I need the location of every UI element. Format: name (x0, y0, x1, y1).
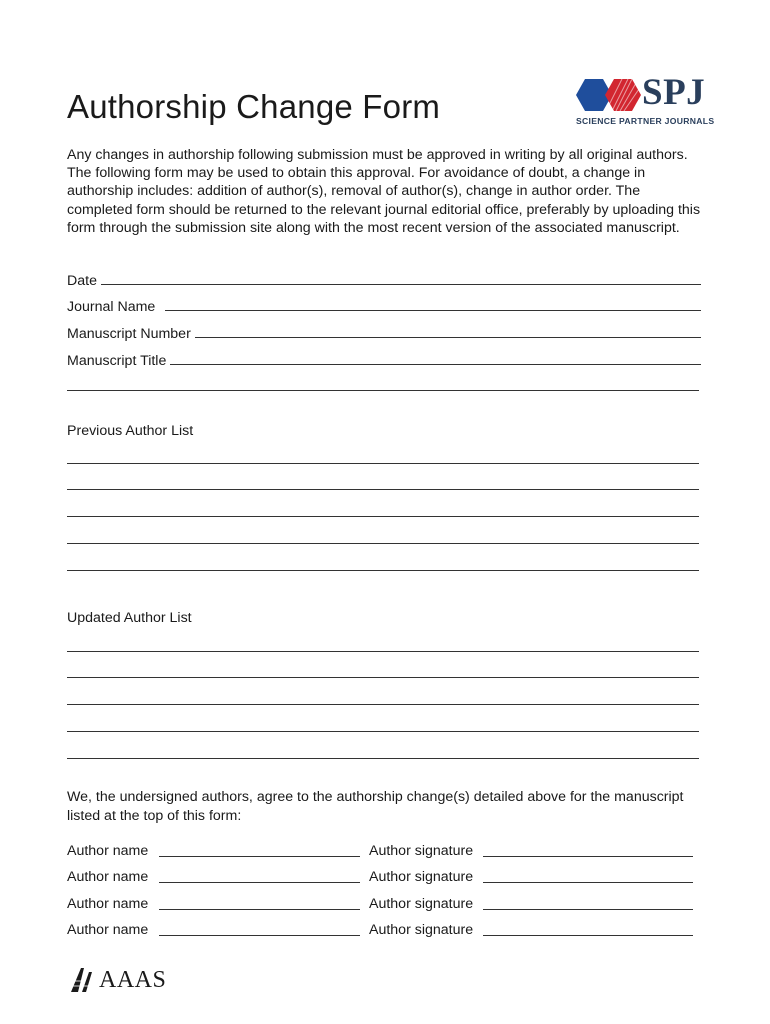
intro-paragraph: Any changes in authorship following submission must be approved in writing by all original authors. The following form may be used to obtain this approval. For avoidance of doubt, a change in authorship includes: addition of author(s), removal of author(s), change in author order. The completed form should be returned to the relevant journal editorial office, preferably by uploading this form through the submission site along with the most recent version of the associated manuscript. (67, 147, 701, 236)
aaas-logo-text: AAAS (99, 967, 167, 993)
date-label: Date (67, 273, 97, 289)
author-signature-line[interactable] (483, 856, 693, 857)
author-signature-label: Author signature (369, 896, 474, 912)
updated-author-line[interactable] (67, 677, 699, 678)
author-name-label: Author name (67, 896, 149, 912)
updated-author-list-heading: Updated Author List (67, 610, 192, 626)
author-signature-label: Author signature (369, 869, 474, 885)
previous-author-list-heading: Previous Author List (67, 423, 194, 439)
author-name-label: Author name (67, 922, 149, 938)
manuscript-title-field[interactable] (67, 350, 701, 370)
author-name-line[interactable] (159, 882, 360, 883)
spj-logo-fullname: SCIENCE PARTNER JOURNALS (576, 116, 715, 126)
spj-logo-abbr: SPJ (642, 72, 706, 113)
agreement-statement: We, the undersigned authors, agree to the authorship change(s) detailed above for the manuscript listed at the top of this form: (67, 789, 684, 824)
author-name-line[interactable] (159, 935, 360, 936)
author-name-line[interactable] (159, 856, 360, 857)
author-signature-line[interactable] (483, 882, 693, 883)
spj-logo (576, 72, 715, 127)
author-signature-label: Author signature (369, 922, 474, 938)
date-field[interactable] (67, 270, 701, 290)
previous-author-line[interactable] (67, 516, 699, 517)
previous-author-line[interactable] (67, 463, 699, 464)
date-input-line[interactable] (101, 270, 701, 285)
signature-row (67, 869, 697, 889)
aaas-emblem-icon (69, 966, 97, 994)
author-signature-line[interactable] (483, 935, 693, 936)
previous-author-line[interactable] (67, 543, 699, 544)
manuscript-number-input-line[interactable] (195, 323, 701, 338)
updated-author-line[interactable] (67, 758, 699, 759)
signature-row (67, 922, 697, 942)
journal-name-input-line[interactable] (165, 296, 701, 311)
author-signature-line[interactable] (483, 909, 693, 910)
manuscript-title-label: Manuscript Title (67, 353, 167, 369)
manuscript-number-field[interactable] (67, 323, 701, 343)
previous-author-line[interactable] (67, 489, 699, 490)
author-signature-label: Author signature (369, 843, 474, 859)
journal-name-label: Journal Name (67, 299, 156, 315)
page-title: Authorship Change Form (67, 88, 441, 125)
manuscript-number-label: Manuscript Number (67, 326, 191, 342)
spj-hexagon-icon (576, 77, 642, 113)
journal-name-field[interactable] (67, 296, 701, 316)
updated-author-line[interactable] (67, 651, 699, 652)
previous-author-line[interactable] (67, 570, 699, 571)
signature-row (67, 843, 697, 863)
aaas-logo (69, 964, 169, 994)
manuscript-title-input-line[interactable] (170, 350, 701, 365)
updated-author-line[interactable] (67, 731, 699, 732)
signature-row (67, 896, 697, 916)
manuscript-title-continuation-line[interactable] (67, 390, 699, 391)
author-name-label: Author name (67, 843, 149, 859)
author-name-line[interactable] (159, 909, 360, 910)
updated-author-line[interactable] (67, 704, 699, 705)
author-name-label: Author name (67, 869, 149, 885)
